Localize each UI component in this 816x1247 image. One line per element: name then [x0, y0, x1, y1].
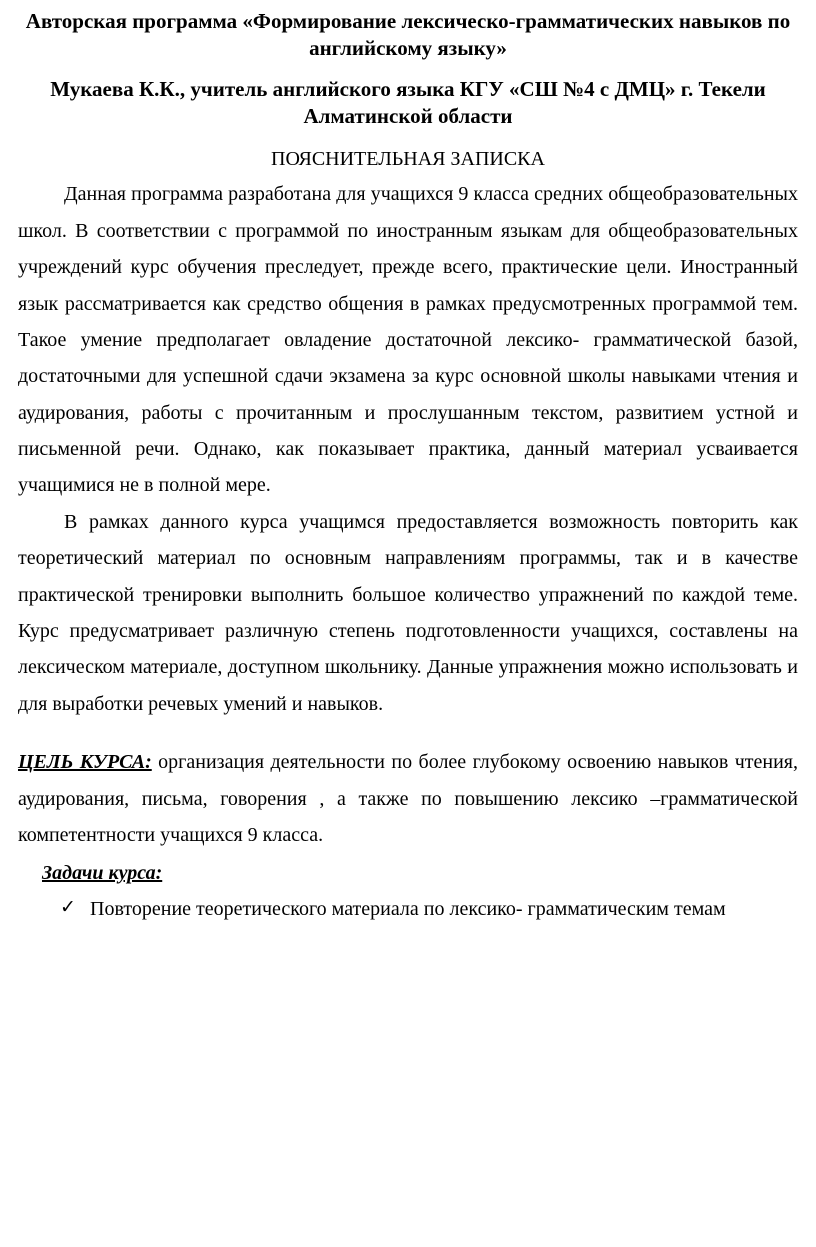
list-item — [58, 891, 798, 927]
tasks-heading: Задачи курса: — [42, 862, 163, 885]
tasks-list — [18, 891, 798, 927]
paragraph-intro: Данная программа разработана для учащихся 9 класса средних общеобразовательных школ. В соответствии с программой по иностранным языкам для общеобразовательных учреждений курс обучения преследует, прежде всего, практические цели. Иностранный язык рассматривается как средство общения в рамках предусмотренных программой тем. Такое умение предполагает овладение достаточной лексико- грамматической базой, достаточными для успешной сдачи экзамена за курс основной школы навыками чтения и аудирования, работы с прочитанным и прослушанным текстом, развитием устной и письменной речи. Однако, как показывает практика, данный материал усваивается учащимися не в полной мере. — [18, 183, 798, 497]
course-goal — [18, 744, 798, 853]
document-title: Авторская программа «Формирование лексическо-грамматических навыков по английскому языку» — [25, 9, 791, 60]
list-item-label: Повторение теоретического материала по лексико- грамматическим темам — [90, 898, 726, 921]
paragraph-course-scope: В рамках данного курса учащимся предоставляется возможность повторить как теоретический материал по основным направлениям программы, так и в качестве практической тренировки выполнить большое количество упражнений по каждой теме. Курс предусматривает различную степень подготовленности учащихся, составлены на лексическом материале, доступном школьнику. Данные упражнения можно использовать и для выработки речевых умений и навыков. — [18, 510, 798, 715]
spacer — [18, 722, 798, 744]
checkmark-icon: ✓ — [60, 897, 76, 919]
course-goal-text: организация деятельности по более глубокому освоению навыков чтения, аудирования, письма, говорения , а также по повышению лексико –грамматической компетентности учащихся 9 класса. — [18, 751, 798, 846]
section-heading: ПОЯСНИТЕЛЬНАЯ ЗАПИСКА — [271, 148, 545, 171]
document-author-line: Мукаева К.К., учитель английского языка КГУ «СШ №4 с ДМЦ» г. Текели Алматинской области — [50, 76, 766, 129]
course-goal-label: ЦЕЛЬ КУРСА: — [18, 751, 152, 774]
